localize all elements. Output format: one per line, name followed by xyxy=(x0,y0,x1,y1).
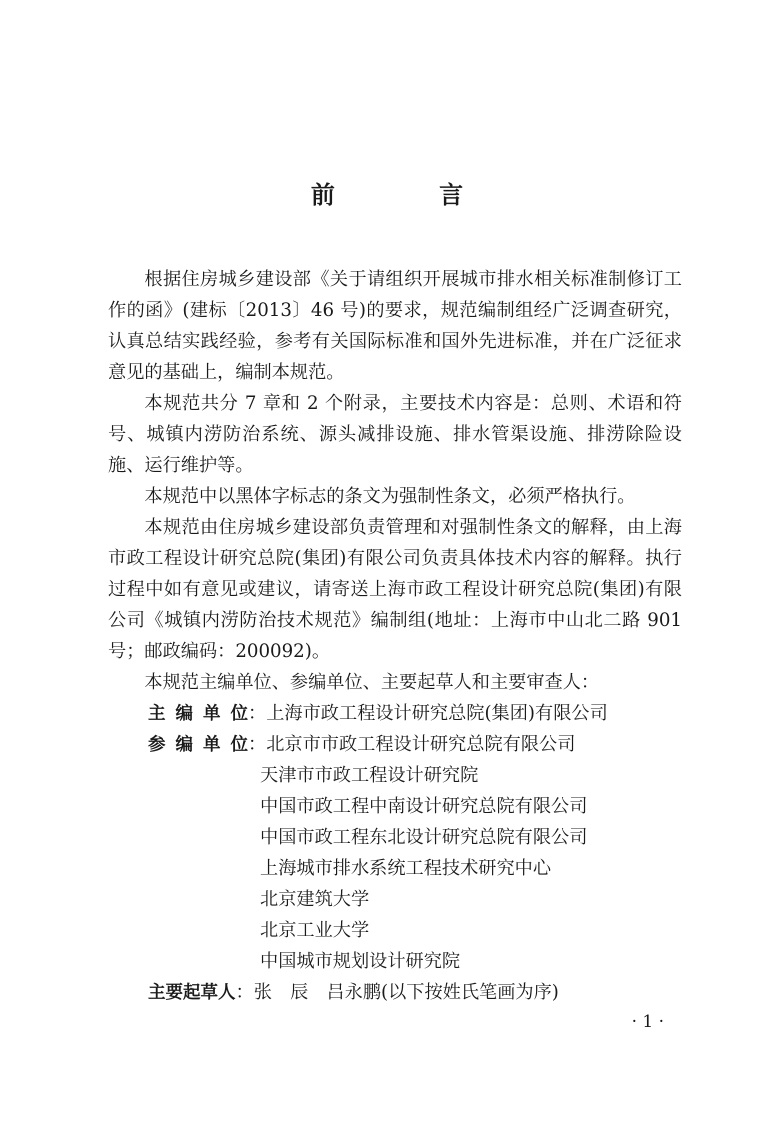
participating-editors-row xyxy=(108,729,682,760)
chief-editor-row xyxy=(108,698,682,729)
participating-editor-item: 中国市政工程中南设计研究总院有限公司 xyxy=(260,796,588,817)
page-title: 前 言 xyxy=(310,181,512,209)
participating-editors-colon: ： xyxy=(248,734,267,755)
main-drafters-colon: ： xyxy=(235,982,254,1003)
participating-editor-item: 北京工业大学 xyxy=(260,920,370,941)
participating-editor-item: 天津市市政工程设计研究院 xyxy=(260,765,479,786)
participating-editor-item: 北京建筑大学 xyxy=(260,889,370,910)
paragraph-background: 根据住房城乡建设部《关于请组织开展城市排水相关标准制修订工作的函》(建标〔2013〕46 号)的要求，规范编制组经广泛调查研究，认真总结实践经验，参考有关国际标准和国外先进标准，并在广泛征求意见的基础上，编制本规范。 xyxy=(108,269,682,383)
participating-editor-item: 上海城市排水系统工程技术研究中心 xyxy=(260,858,552,879)
paragraph-management: 本规范由住房城乡建设部负责管理和对强制性条文的解释，由上海市政工程设计研究总院(集团)有限公司负责具体技术内容的解释。执行过程中如有意见或建议，请寄送上海市政工程设计研究总院(集团)有限公司《城镇内涝防治技术规范》编制组(地址：上海市中山北二路 901 号；邮政编码：200092)。 xyxy=(108,517,682,662)
participating-editor-item: 中国市政工程东北设计研究总院有限公司 xyxy=(260,827,588,848)
participating-editor-item: 中国城市规划设计研究院 xyxy=(260,951,461,972)
participating-editors-label: 参编单位 xyxy=(148,735,248,755)
main-drafters-row xyxy=(108,977,682,1008)
main-drafters-label: 主要起草人 xyxy=(148,983,236,1003)
paragraph-mandatory: 本规范中以黑体字标志的条文为强制性条文，必须严格执行。 xyxy=(144,486,636,507)
chief-editor-colon: ： xyxy=(248,703,267,724)
main-drafters-value: 张 辰 吕永鹏(以下按姓氏笔画为序) xyxy=(253,982,559,1003)
paragraph-units-intro: 本规范主编单位、参编单位、主要起草人和主要审查人： xyxy=(144,672,600,693)
chief-editor-value: 上海市政工程设计研究总院(集团)有限公司 xyxy=(266,703,608,724)
preface-body xyxy=(108,264,682,1008)
page-number: · 1 · xyxy=(631,1012,664,1032)
paragraph-contents: 本规范共分 7 章和 2 个附录，主要技术内容是：总则、术语和符号、城镇内涝防治系统、源头减排设施、排水管渠设施、排涝除险设施、运行维护等。 xyxy=(108,393,682,476)
participating-editor-first: 北京市市政工程设计研究总院有限公司 xyxy=(266,734,576,755)
chief-editor-label: 主编单位 xyxy=(148,704,248,724)
